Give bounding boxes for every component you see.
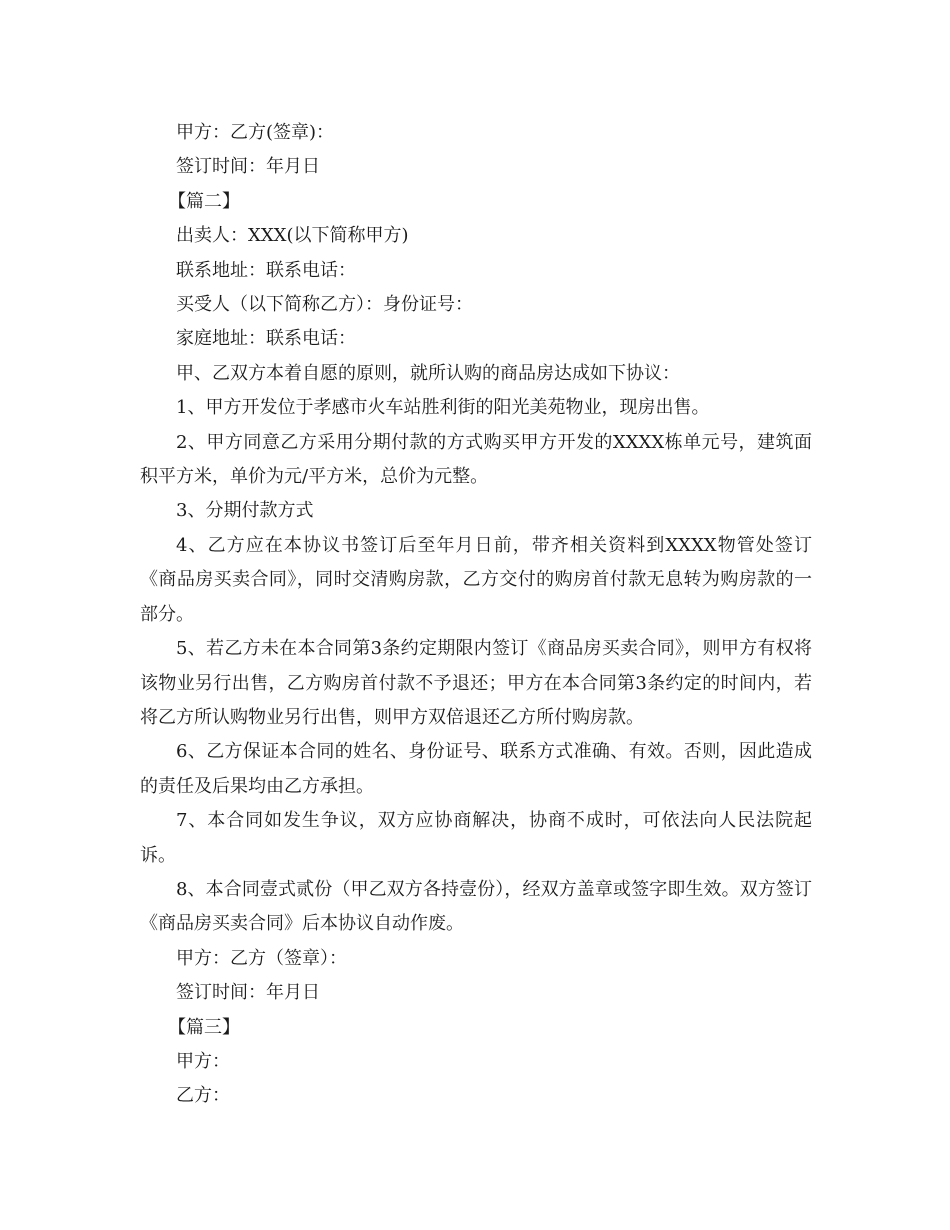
party-signature-line: 甲方：乙方(签章)： xyxy=(176,122,335,143)
party-signature-line-2: 甲方：乙方（签章）： xyxy=(176,947,347,969)
signing-date-line: 签订时间：年月日 xyxy=(176,156,320,178)
seller-contact-line: 联系地址：联系电话： xyxy=(176,259,356,281)
document-body xyxy=(140,116,812,1114)
clause-5: 5、若乙方未在本合同第3条约定期限内签订《商品房买卖合同》，则甲方有权将该物业另行出售，乙方购房首付款不予退还；甲方在本合同第3条约定的时间内，若将乙方所认购物业另行出售，则甲方双倍退还乙方所付购房款。 xyxy=(140,638,812,728)
buyer-line: 买受人（以下简称乙方）：身份证号： xyxy=(176,294,473,316)
clause-4: 4、乙方应在本协议书签订后至年月日前，带齐相关资料到XXXX物管处签订《商品房买卖合同》，同时交清购房款，乙方交付的购房首付款无息转为购房款的一部分。 xyxy=(140,534,812,625)
party-b-line: 乙方： xyxy=(176,1085,230,1107)
seller-line: 出卖人：XXX(以下简称甲方) xyxy=(176,225,409,247)
clause-8: 8、本合同壹式贰份（甲乙双方各持壹份），经双方盖章或签字即生效。双方签订《商品房买卖合同》后本协议自动作废。 xyxy=(140,878,812,935)
clause-3: 3、分期付款方式 xyxy=(176,500,314,522)
section-heading-3: 【篇三】 xyxy=(168,1016,240,1038)
agreement-intro: 甲、乙双方本着自愿的原则，就所认购的商品房达成如下协议： xyxy=(176,362,680,384)
clause-6: 6、乙方保证本合同的姓名、身份证号、联系方式准确、有效。否则，因此造成的责任及后果均由乙方承担。 xyxy=(140,741,812,797)
buyer-contact-line: 家庭地址：联系电话： xyxy=(176,328,356,350)
clause-1: 1、甲方开发位于孝感市火车站胜利街的阳光美苑物业，现房出售。 xyxy=(176,397,710,419)
section-heading-2: 【篇二】 xyxy=(168,190,240,212)
clause-2: 2、甲方同意乙方采用分期付款的方式购买甲方开发的XXXX栋单元号，建筑面积平方米，单价为元/平方米，总价为元整。 xyxy=(140,431,812,488)
signing-date-line-2: 签订时间：年月日 xyxy=(176,982,320,1004)
party-a-line: 甲方： xyxy=(176,1050,230,1072)
clause-7: 7、本合同如发生争议，双方应协商解决，协商不成时，可依法向人民法院起诉。 xyxy=(140,810,812,866)
